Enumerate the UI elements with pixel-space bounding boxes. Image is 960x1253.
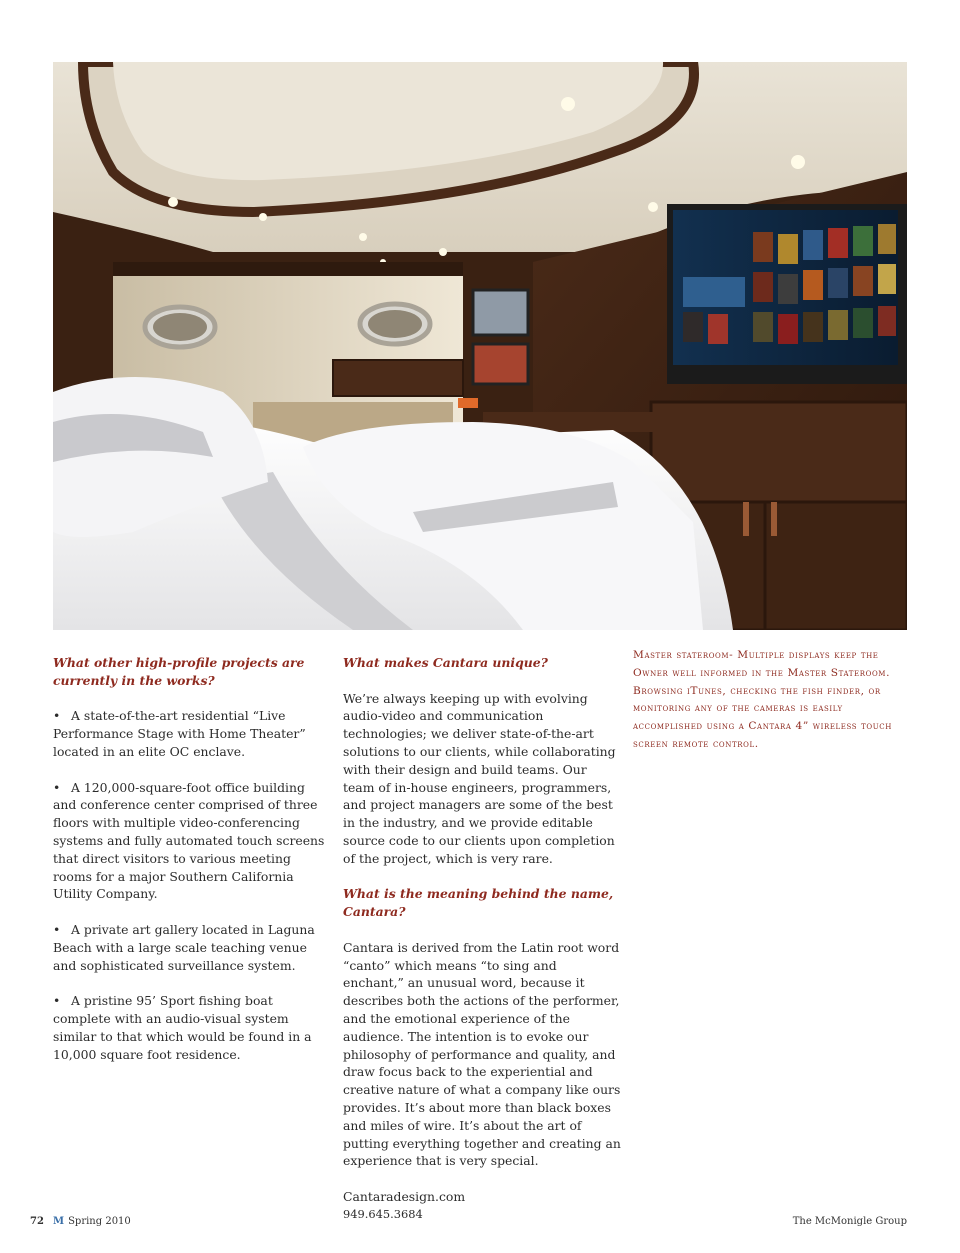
- column-cantara: [343, 654, 621, 1224]
- question-projects: What other high-profile projects are currently in the works?: [53, 655, 305, 688]
- magazine-issue: [53, 1216, 131, 1227]
- publisher-name: The McMonigle Group: [792, 1216, 907, 1227]
- issue-label: Spring 2010: [68, 1216, 131, 1227]
- list-item: • A state-of-the-art residential “Live Performance Stage with Home Theater” located in an elite OC enclave.: [53, 708, 306, 759]
- question-unique: What makes Cantara unique?: [343, 655, 548, 670]
- list-item: • A pristine 95’ Sport fishing boat complete with an audio-visual system similar to that which would be found in a 10,000 square foot residence.: [53, 993, 312, 1062]
- question-name-meaning: What is the meaning behind the name, Cantara?: [343, 886, 614, 920]
- answer-unique: We’re always keeping up with evolving audio-video and communication technologies; we deliver state-of-the-art solutions to our clients, while collaborating with their design and build teams. Our team of in-house engineers, programmers, and project managers are some of the best in the industry, and we provide editable source code to our clients upon completion of the project, which is very rare.: [343, 690, 616, 866]
- photo-caption: Master stateroom- Multiple displays keep the Owner well informed in the Master Stateroom. Browsing iTunes, checking the fish finder, or monitoring any of the cameras is easily accomplished using a Cantara 4” wireless touch screen remote control.: [633, 649, 892, 750]
- page-number: 72: [30, 1216, 44, 1227]
- website-link[interactable]: Cantaradesign.com: [343, 1188, 466, 1204]
- magazine-logo-letter: M: [53, 1216, 65, 1227]
- phone-number: 949.645.3684: [343, 1206, 423, 1221]
- photo-caption-column: [633, 647, 908, 754]
- stateroom-photo: [53, 62, 907, 630]
- answer-name-meaning: Cantara is derived from the Latin root word “canto” which means “to sing and enchant,” an unusual word, because it describes both the actions of the performer, and the emotional experience of the audience. The intention is to evoke our philosophy of performance and quality, and draw focus back to the experiential and creative nature of what a company like ours provides. It’s about more than black boxes and miles of wire. It’s about the art of putting everything together and creating an experience that is very special.: [343, 939, 621, 1169]
- list-item: • A private art gallery located in Laguna Beach with a large scale teaching venue and sophisticated surveillance system.: [53, 921, 315, 973]
- list-item: • A 120,000-square-foot office building and conference center comprised of three floors with multiple video-conferencing systems and fully automated touch screens that direct visitors to various meeting rooms for a major Southern California Utility Company.: [53, 779, 325, 902]
- column-projects: [53, 654, 331, 1063]
